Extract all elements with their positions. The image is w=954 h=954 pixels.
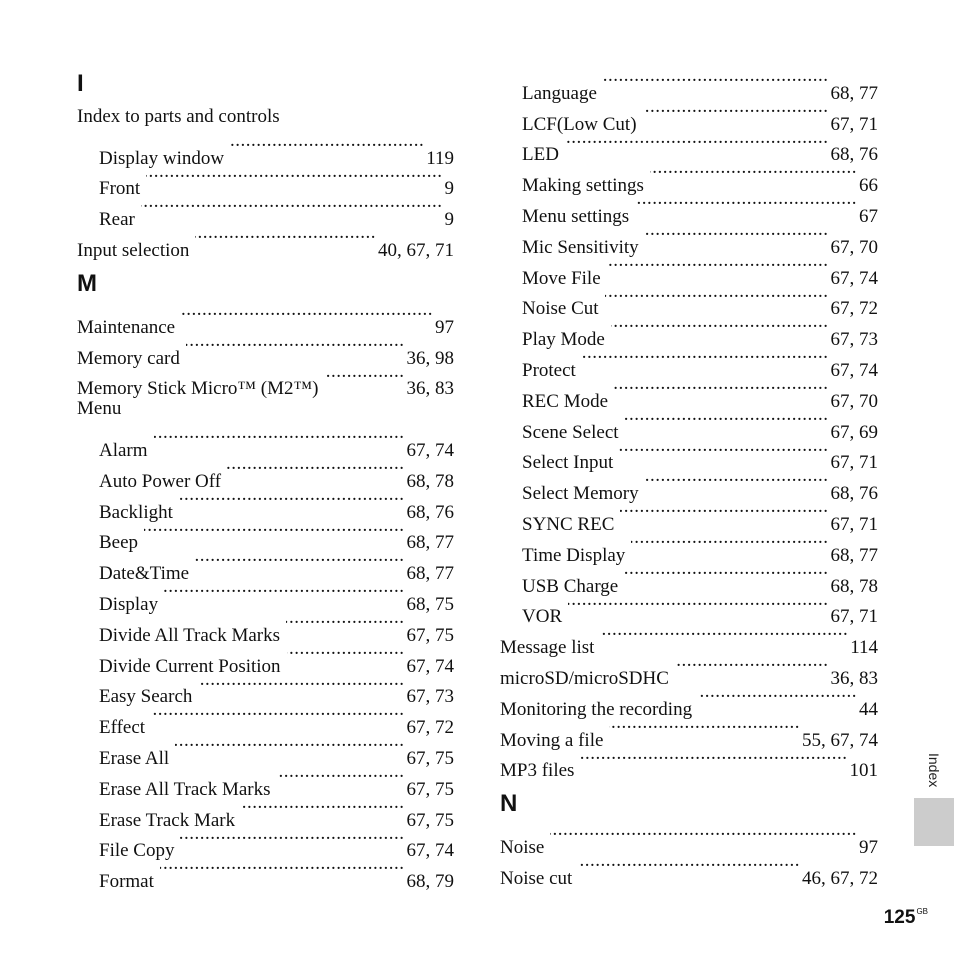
dot-leader [141,194,443,225]
dot-leader [635,191,857,222]
entry-pages: 67, 72 [830,298,878,320]
entry-pages: 67, 74 [406,439,454,461]
index-entry [500,822,878,859]
dot-leader [324,364,404,395]
dot-leader [230,133,424,164]
entry-term: Divide All Track Marks [99,624,281,646]
entry-pages: 67, 75 [406,747,454,769]
entry-term: Format [99,871,154,893]
dot-leader [550,822,857,853]
entry-pages: 97 [859,837,878,859]
index-section [77,256,454,893]
dot-leader [614,376,828,407]
entry-term: microSD/microSDHC [500,667,669,689]
dot-leader [625,407,829,438]
entry-pages: 68, 78 [406,470,454,492]
entry-pages: 67, 71 [830,452,878,474]
entry-term: Memory card [77,347,180,369]
entry-pages: 114 [850,637,878,659]
dot-leader [198,672,404,703]
entry-term: Menu settings [522,205,630,227]
dot-leader [227,456,404,487]
entry-term: Erase Track Mark [99,809,236,831]
entry-pages: 66 [859,175,878,197]
dot-leader [175,733,404,764]
entry-term: Front [99,178,141,200]
entry-term: Noise [500,837,545,859]
entry-pages: 67, 73 [406,686,454,708]
entry-term: Erase All [99,747,170,769]
index-section [500,68,878,782]
section-letter-heading: I [77,70,84,97]
entry-term: Select Memory [522,483,639,505]
entry-pages: 67 [859,205,878,227]
entry-term: Rear [99,209,135,231]
dot-leader [645,468,829,499]
entry-term: Monitoring the recording [500,698,693,720]
entry-term: Play Mode [522,329,605,351]
entry-term: Display [99,593,159,615]
entry-pages: 46, 67, 72 [802,867,878,889]
entry-term: SYNC REC [522,513,615,535]
entry-term: Easy Search [99,686,193,708]
index-section [77,66,454,261]
entry-pages: 9 [444,178,454,200]
entry-term: REC Mode [522,390,609,412]
entry-pages: 67, 71 [830,113,878,135]
dot-leader [144,518,404,549]
dot-leader [146,164,442,195]
dot-leader [180,826,404,857]
entry-term: Divide Current Position [99,655,281,677]
dot-leader [624,561,828,592]
entry-term: Input selection [77,239,190,261]
dot-leader [160,856,405,887]
dot-leader [582,345,829,376]
entry-pages: 67, 71 [830,606,878,628]
index-section [500,776,878,889]
entry-term: Language [522,82,597,104]
entry-pages: 67, 75 [406,624,454,646]
dot-leader [578,853,800,884]
entry-pages: 67, 74 [406,655,454,677]
dot-leader [580,746,847,777]
entry-term: Select Input [522,452,614,474]
entry-term: Backlight [99,501,173,523]
dot-leader [286,610,404,641]
entry-term: MP3 files [500,760,575,782]
entry-pages: 68, 75 [406,593,454,615]
dot-leader [609,715,800,746]
dot-leader [600,622,848,653]
entry-term: Erase All Track Marks [99,778,271,800]
index-subentry [500,68,878,104]
dot-leader [675,653,829,684]
entry-term: Display window [99,147,225,169]
entry-pages: 55, 67, 74 [802,729,878,751]
entry-term: Message list [500,637,595,659]
dot-leader [195,225,376,256]
dot-leader [181,302,433,333]
entry-term: Noise cut [500,867,573,889]
dot-leader [619,438,828,469]
entry-pages: 36, 83 [830,667,878,689]
entry-pages: 68, 76 [406,501,454,523]
dot-leader [568,592,828,623]
dot-leader [565,130,829,161]
entry-term: Menu [77,398,122,420]
entry-pages: 68, 79 [406,871,454,893]
entry-term: Alarm [99,439,148,461]
entry-term: Memory Stick Micro™ (M2™) [77,378,319,400]
page-number-value: 125 [883,907,916,928]
entry-term: Protect [522,359,576,381]
page-number-suffix: GB [916,907,928,916]
section-letter-heading: M [77,269,97,297]
index-subentry [77,133,454,169]
entry-pages: 67, 72 [406,717,454,739]
entry-pages: 36, 83 [406,378,454,400]
entry-term: LCF(Low Cut) [522,113,637,135]
dot-leader [645,222,829,253]
dot-leader [151,702,404,733]
entry-pages: 67, 73 [830,329,878,351]
entry-term: Making settings [522,175,644,197]
entry-term: Date&Time [99,563,190,585]
dot-leader [607,253,829,284]
entry-pages: 9 [444,209,454,231]
index-column-right [500,68,878,889]
index-column-left [77,66,454,893]
index-subentry [77,425,454,461]
dot-leader [164,579,404,610]
entry-term: Auto Power Off [99,470,222,492]
entry-pages: 67, 71 [830,513,878,535]
entry-term: Maintenance [77,316,176,338]
dot-leader [277,764,405,795]
entry-term: Move File [522,267,601,289]
entry-pages: 67, 74 [406,840,454,862]
section-tab-marker [914,798,954,846]
dot-leader [241,795,404,826]
entry-pages: 67, 74 [830,267,878,289]
dot-leader [186,333,405,364]
entry-term: File Copy [99,840,175,862]
entry-pages: 67, 70 [830,390,878,412]
entry-pages: 68, 76 [830,483,878,505]
entry-pages: 68, 77 [830,544,878,566]
entry-pages: 67, 69 [830,421,878,443]
entry-pages: 44 [859,698,878,720]
entry-pages: 119 [426,147,454,169]
dot-leader [603,68,829,99]
section-tab [914,742,954,846]
dot-leader [643,99,829,130]
entry-pages: 67, 75 [406,778,454,800]
index-entry [77,302,454,338]
section-letter-heading: N [500,790,518,818]
entry-term: Time Display [522,544,626,566]
entry-pages: 68, 77 [406,532,454,554]
dot-leader [154,425,405,456]
entry-term: Moving a file [500,729,604,751]
entry-pages: 68, 77 [406,563,454,585]
entry-pages: 67, 75 [406,809,454,831]
entry-pages: 68, 76 [830,144,878,166]
entry-pages: 68, 77 [830,82,878,104]
dot-leader [605,284,829,315]
entry-term: Beep [99,532,139,554]
dot-leader [287,641,405,672]
page-number [884,907,928,929]
entry-pages: 97 [435,316,454,338]
section-tab-label: Index [926,752,942,788]
entry-pages: 68, 78 [830,575,878,597]
entry-term: LED [522,144,559,166]
dot-leader [631,530,828,561]
entry-pages: 67, 74 [830,359,878,381]
entry-term: Effect [99,717,146,739]
dot-leader [620,499,828,530]
entry-pages: 36, 98 [406,347,454,369]
entry-term: Index to parts and controls [77,106,280,127]
entry-pages: 40, 67, 71 [378,239,454,261]
entry-term: Mic Sensitivity [522,236,639,258]
entry-term: Noise Cut [522,298,599,320]
dot-leader [179,487,405,518]
dot-leader [650,160,857,191]
entry-pages: 101 [849,760,878,782]
index-entry [500,853,878,889]
index-entry [77,102,454,133]
dot-leader [698,684,857,715]
entry-term: USB Charge [522,575,619,597]
dot-leader [195,548,404,579]
entry-term: VOR [522,606,563,628]
entry-term: Scene Select [522,421,619,443]
dot-leader [611,314,829,345]
entry-pages: 67, 70 [830,236,878,258]
